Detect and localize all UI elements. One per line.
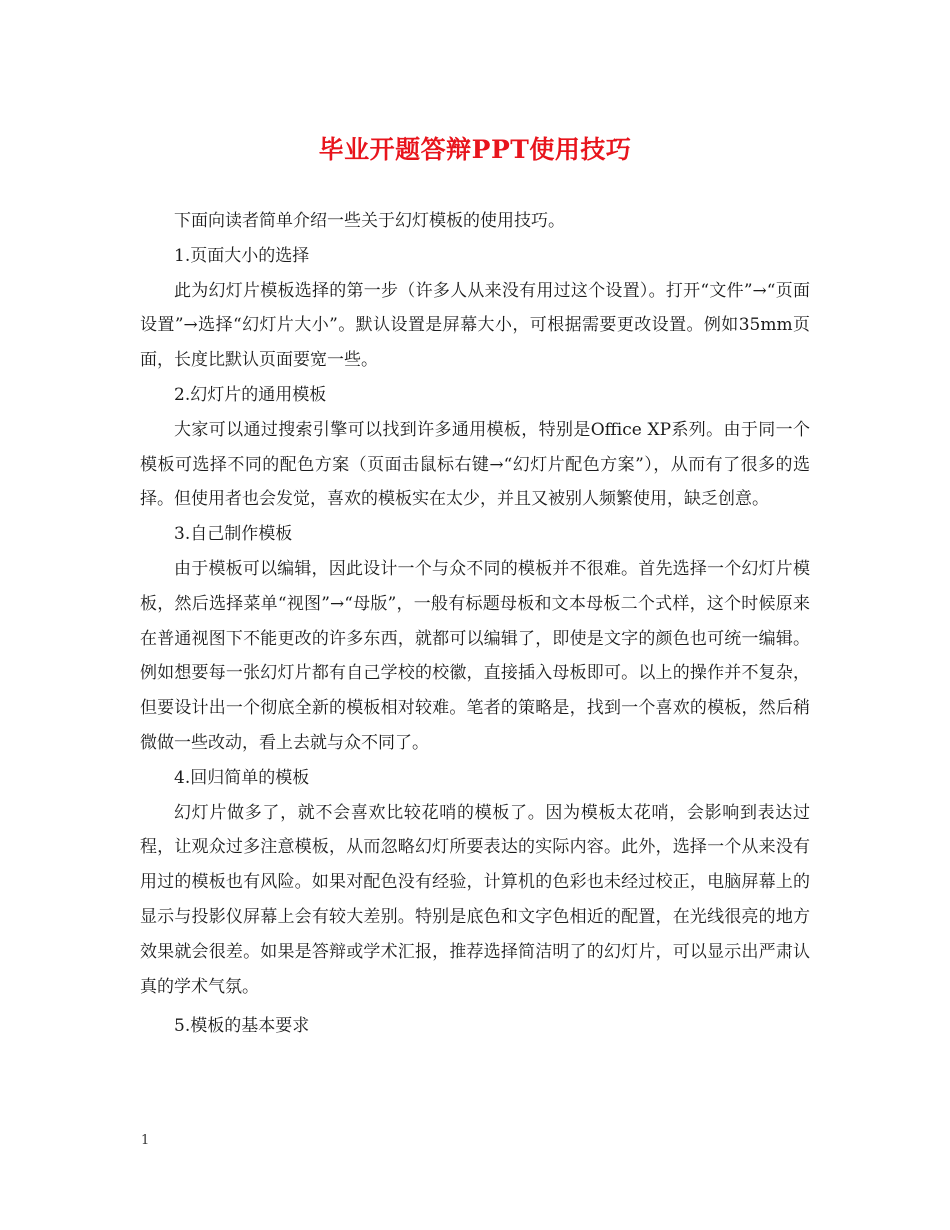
section-heading-custom-template: 3.自己制作模板 <box>174 524 293 545</box>
section-heading-simple-template: 4.回归简单的模板 <box>174 767 310 788</box>
paragraph-generic-template: 大家可以通过搜索引擎可以找到许多通用模板，特别是Office XP系列。由于同一个模板可选择不同的配色方案（页面击鼠标右键→“幻灯片配色方案”），从而有了很多的选择。但使用者也会发觉，喜欢的模板实在太少，并且又被别人频繁使用，缺乏创意。 <box>140 419 810 510</box>
section-heading-basic-requirements: 5.模板的基本要求 <box>174 1016 310 1037</box>
paragraph-custom-template: 由于模板可以编辑，因此设计一个与众不同的模板并不很难。首先选择一个幻灯片模板，然后选择菜单“视图”→“母版”，一般有标题母板和文本母板二个式样，这个时候原来在普通视图下不能更改的许多东西，就都可以编辑了，即使是文字的颜色也可统一编辑。例如想要每一张幻灯片都有自己学校的校徽，直接插入母板即可。以上的操作并不复杂，但要设计出一个彻底全新的模板相对较难。笔者的策略是，找到一个喜欢的模板，然后稍微做一些改动，看上去就与众不同了。 <box>140 558 810 753</box>
section-heading-generic-template: 2.幻灯片的通用模板 <box>174 384 327 405</box>
paragraph-simple-template: 幻灯片做多了，就不会喜欢比较花哨的模板了。因为模板太花哨，会影响到表达过程，让观众过多注意模板，从而忽略幻灯所要表达的实际内容。此外，选择一个从来没有用过的模板也有风险。如果对配色没有经验，计算机的色彩也未经过校正，电脑屏幕上的显示与投影仪屏幕上会有较大差别。特别是底色和文字色相近的配置，在光线很亮的地方效果就会很差。如果是答辩或学术汇报，推荐选择简洁明了的幻灯片，可以显示出严肃认真的学术气氛。 <box>140 802 810 997</box>
paragraph-page-size: 此为幻灯片模板选择的第一步（许多人从来没有用过这个设置）。打开“文件”→“页面设置”→选择“幻灯片大小”。默认设置是屏幕大小，可根据需要更改设置。例如35mm页面，长度比默认页面要宽一些。 <box>140 280 810 371</box>
document-title: 毕业开题答辩PPT使用技巧 <box>318 135 632 164</box>
page-number: 1 <box>141 1133 150 1148</box>
paragraph-intro: 下面向读者简单介绍一些关于幻灯模板的使用技巧。 <box>174 211 565 231</box>
section-heading-page-size: 1.页面大小的选择 <box>174 245 310 266</box>
document-body <box>140 204 810 1044</box>
